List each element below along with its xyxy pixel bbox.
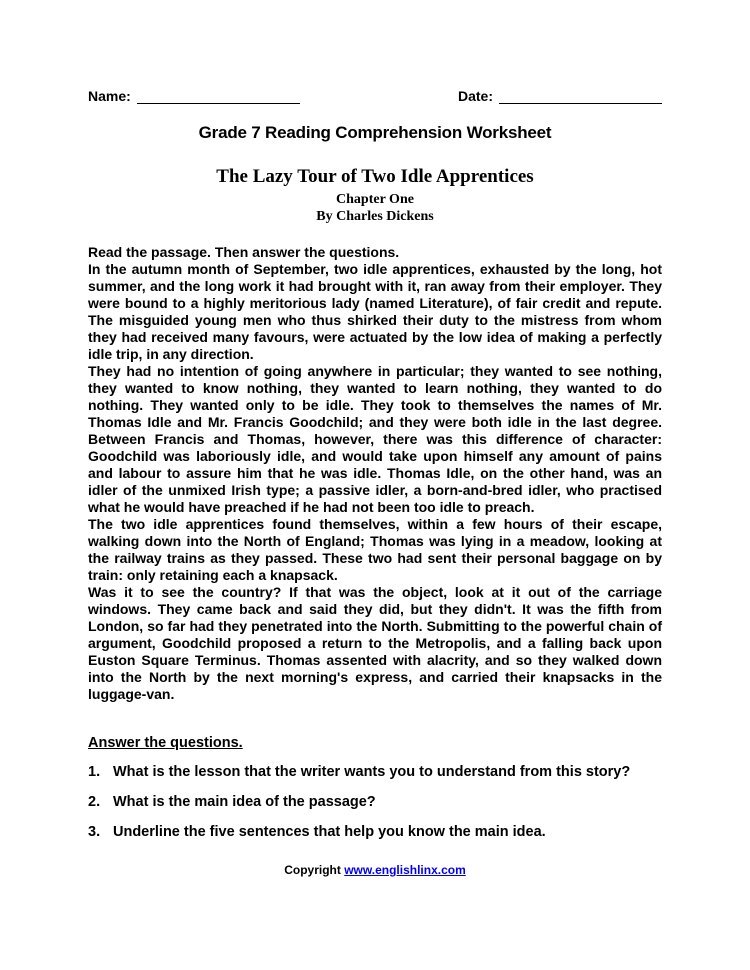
passage-byline: By Charles Dickens xyxy=(316,209,434,224)
passage-paragraph-1: In the autumn month of September, two idle apprentices, exhausted by the long, hot summer, and the long work it had brought with it, ran away from their employer. They were bound to a highly meritorious lady (named Literature), of fair credit and repute. The misguided young men who thus shirked their duty to the mistress from whom they had received many favours, were actuated by the low idea of making a perfectly idle trip, in any direction. xyxy=(88,261,662,362)
date-blank-line xyxy=(499,89,662,104)
question-2-text: What is the main idea of the passage? xyxy=(113,794,376,810)
question-1-text: What is the lesson that the writer wants you to understand from this story? xyxy=(113,764,631,780)
question-3-text: Underline the five sentences that help you know the main idea. xyxy=(113,824,546,840)
passage-title: The Lazy Tour of Two Idle Apprentices xyxy=(216,166,534,187)
copyright-text: Copyright xyxy=(284,863,345,877)
worksheet-title: Grade 7 Reading Comprehension Worksheet xyxy=(198,123,552,142)
passage-chapter: Chapter One xyxy=(336,192,414,207)
question-item-3 xyxy=(88,824,662,841)
question-item-1 xyxy=(88,764,662,781)
questions-heading: Answer the questions. xyxy=(88,735,243,751)
passage-instruction: Read the passage. Then answer the questions. xyxy=(88,244,400,260)
copyright-link[interactable]: www.englishlinx.com xyxy=(344,863,466,877)
name-blank-line xyxy=(137,89,300,104)
date-field-group xyxy=(458,88,662,104)
date-label: Date: xyxy=(457,88,493,104)
questions-list xyxy=(88,764,662,841)
passage-paragraph-4: Was it to see the country? If that was the object, look at it out of the carriage windows. They came back and said they did, but they didn't. It was the fifth from London, so far had they penetrated into the North. Submitting to the powerful chain of argument, Goodchild proposed a return to the Metropolis, and a falling back upon Euston Square Terminus. Thomas assented with alacrity, and so they walked down into the North by the next morning's express, and carried their knapsacks in the luggage-van. xyxy=(88,584,662,702)
page-content xyxy=(88,88,662,854)
name-field-group xyxy=(88,88,300,104)
passage-paragraph-3: The two idle apprentices found themselves, within a few hours of their escape, walking down into the North of England; Thomas was lying in a meadow, looking at the railway trains as they passed. These two had sent their personal baggage on by train: only retaining each a knapsack. xyxy=(88,516,662,583)
passage-paragraph-2: They had no intention of going anywhere in particular; they wanted to see nothing, they wanted to know nothing, they wanted to learn nothing, they wanted to do nothing. They wanted only to be idle. They took to themselves the names of Mr. Thomas Idle and Mr. Francis Goodchild; and they were both idle in the last degree. Between Francis and Thomas, however, there was this difference of character: Goodchild was laboriously idle, and would take upon himself any amount of pains and labour to assure him that he was idle. Thomas Idle, on the other hand, was an idler of the unmixed Irish type; a passive idler, a born-and-bred idler, who practised what he would have preached if he had not been too idle to preach. xyxy=(88,363,662,515)
copyright-footer xyxy=(0,863,750,877)
question-2-number: 2. xyxy=(88,794,101,810)
name-label: Name: xyxy=(88,88,131,104)
passage-body xyxy=(88,244,662,703)
question-3-number: 3. xyxy=(88,824,101,840)
question-item-2 xyxy=(88,794,662,811)
name-date-row xyxy=(88,88,662,104)
question-1-number: 1. xyxy=(88,764,101,780)
